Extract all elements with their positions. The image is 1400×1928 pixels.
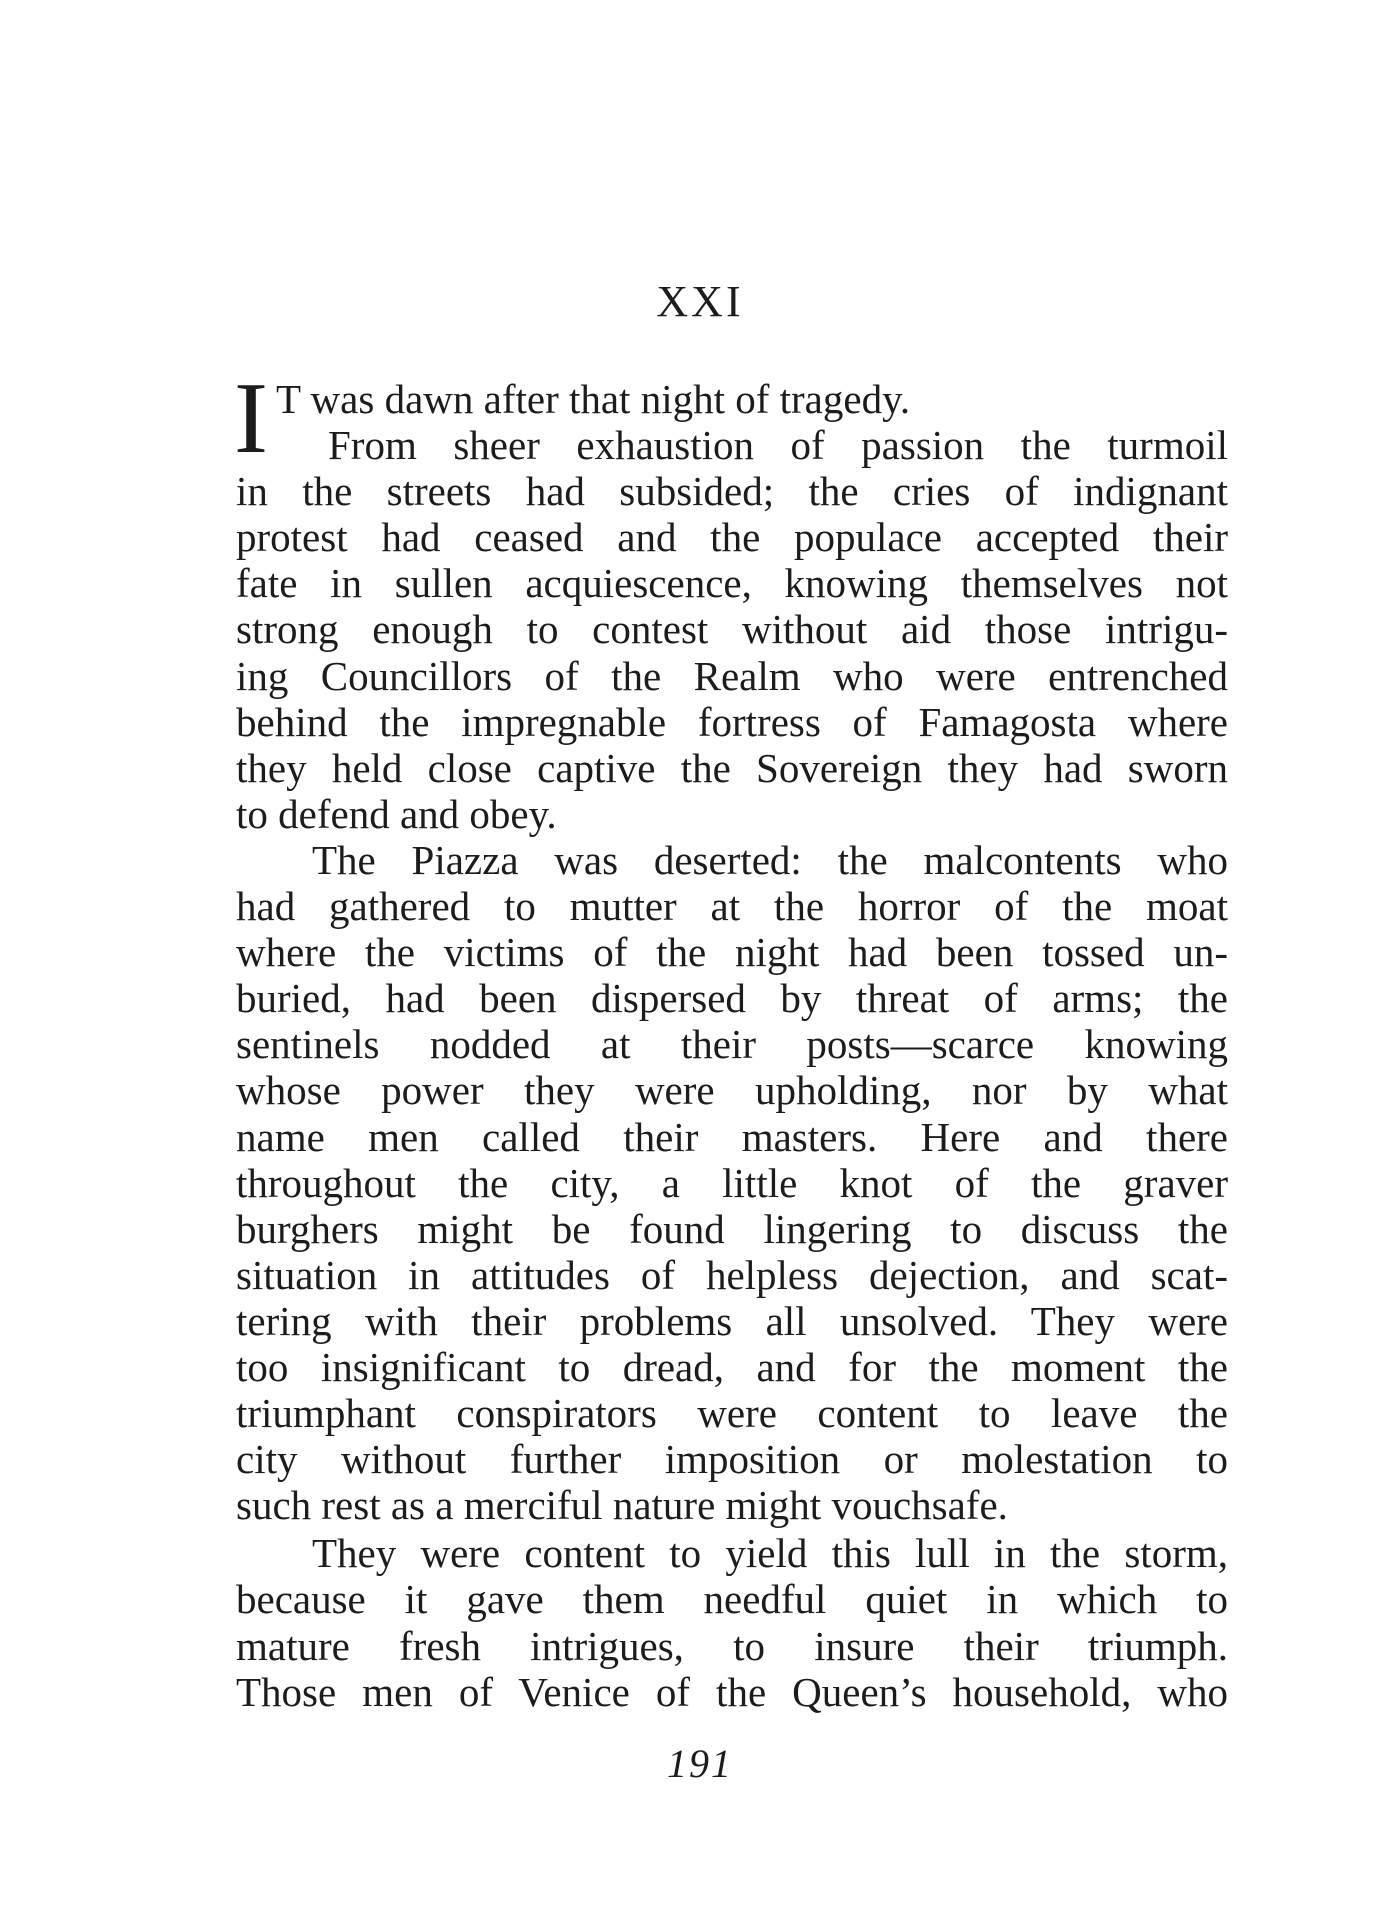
text-line: where the victims of the night had been tossed un- (236, 929, 1228, 976)
text-line: The Piazza was deserted: the malcontents who (312, 836, 1228, 883)
body-text (236, 376, 1228, 1715)
text-line: burghers might be found lingering to discuss the (236, 1205, 1228, 1252)
text-line: had gathered to mutter at the horror of the moat (236, 883, 1228, 930)
text-line: whose power they were upholding, nor by what (236, 1067, 1228, 1114)
text-line: mature fresh intrigues, to insure their triumph. (236, 1622, 1228, 1669)
chapter-heading: XXI (656, 277, 744, 326)
drop-cap: I (234, 376, 268, 468)
text-line: ing Councillors of the Realm who were entrenched (236, 652, 1228, 699)
text-line: sentinels nodded at their posts—scarce knowing (236, 1021, 1228, 1068)
text-line: protest had ceased and the populace accepted their (236, 514, 1228, 561)
paragraph-2 (236, 422, 1228, 837)
paragraph-3 (236, 837, 1228, 1528)
text-line: such rest as a merciful nature might vouchsafe. (236, 1482, 1008, 1529)
paragraph-4 (236, 1530, 1228, 1714)
text-line: because it gave them needful quiet in which to (236, 1576, 1228, 1623)
text-line: tering with their problems all unsolved. They were (236, 1297, 1228, 1344)
text-line: throughout the city, a little knot of the graver (236, 1159, 1228, 1206)
text-line: buried, had been dispersed by threat of arms; the (236, 975, 1228, 1022)
text-line: too insignificant to dread, and for the moment the (236, 1343, 1228, 1390)
text-line: in the streets had subsided; the cries of indignant (236, 468, 1228, 515)
text-line: Those men of Venice of the Queen’s household, who (236, 1668, 1228, 1715)
text-line: fate in sullen acquiescence, knowing themselves not (236, 560, 1228, 607)
text-line: triumphant conspirators were content to leave the (236, 1390, 1228, 1437)
text-line: to defend and obey. (236, 790, 557, 837)
text-line: city without further imposition or molestation to (236, 1436, 1228, 1483)
text-line: situation in attitudes of helpless dejection, and scat- (236, 1251, 1228, 1298)
text-line: They were content to yield this lull in the storm, (312, 1530, 1228, 1577)
text-line: they held close captive the Sovereign they had sworn (236, 744, 1228, 791)
text-line: behind the impregnable fortress of Famagosta where (236, 698, 1228, 745)
text-line: name men called their masters. Here and there (236, 1113, 1228, 1160)
text-line: strong enough to contest without aid those intrigu- (236, 606, 1228, 653)
page-number: 191 (667, 1741, 733, 1786)
text-line: From sheer exhaustion of passion the turmoil (328, 422, 1228, 469)
opening-line: T was dawn after that night of tragedy. (276, 376, 911, 422)
